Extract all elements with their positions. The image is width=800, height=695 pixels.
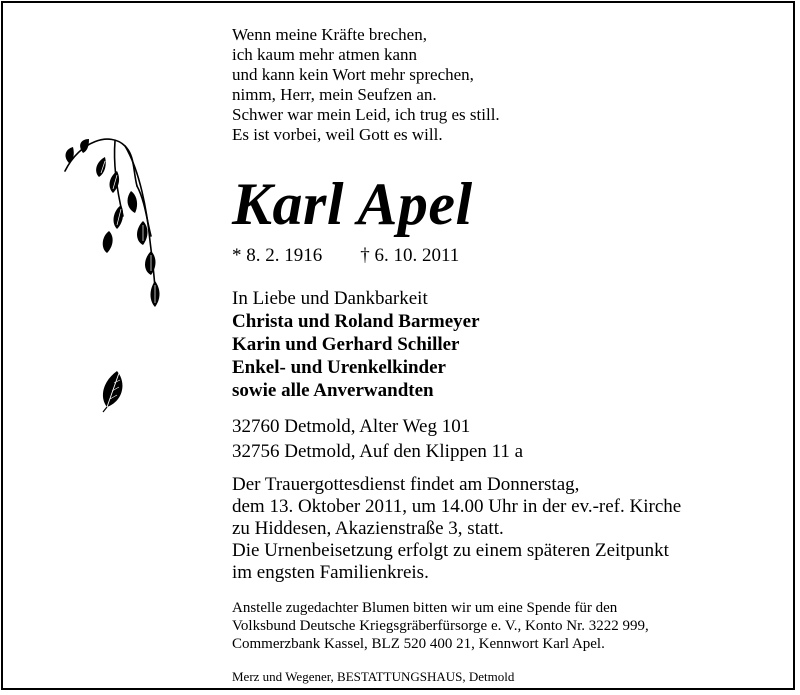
donation-line: Volksbund Deutsche Kriegsgräberfürsorge e. V., Konto Nr. 3222 999, bbox=[232, 618, 649, 634]
poem-line: Schwer war mein Leid, ich trug es still. bbox=[232, 105, 500, 124]
birch-branch-icon bbox=[55, 131, 175, 321]
undertaker-line: Merz und Wegener, BESTATTUNGSHAUS, Detmold bbox=[232, 669, 515, 684]
service-line: zu Hiddesen, Akazienstraße 3, statt. bbox=[232, 518, 504, 539]
mourners-intro: In Liebe und Dankbarkeit bbox=[232, 288, 428, 309]
service-info bbox=[232, 474, 792, 584]
mourner-name: Christa und Roland Barmeyer bbox=[232, 311, 480, 332]
poem-line: ich kaum mehr atmen kann bbox=[232, 45, 418, 64]
poem-line: Es ist vorbei, weil Gott es will. bbox=[232, 125, 443, 144]
donation-line: Anstelle zugedachter Blumen bitten wir um eine Spende für den bbox=[232, 600, 618, 616]
addresses bbox=[232, 414, 792, 464]
service-line: im engsten Familienkreis. bbox=[232, 562, 429, 583]
service-line: Die Urnenbeisetzung erfolgt zu einem späteren Zeitpunkt bbox=[232, 540, 669, 561]
notice-text bbox=[232, 25, 792, 685]
donation-request bbox=[232, 599, 792, 653]
donation-line: Commerzbank Kassel, BLZ 520 400 21, Kennwort Karl Apel. bbox=[232, 636, 605, 652]
life-dates bbox=[232, 245, 792, 267]
mourner-name: Karin und Gerhard Schiller bbox=[232, 334, 460, 355]
death-date: † 6. 10. 2011 bbox=[360, 245, 460, 266]
falling-leaf-icon bbox=[97, 363, 133, 413]
mourners bbox=[232, 287, 792, 402]
mourner-name: Enkel- und Urenkelkinder bbox=[232, 357, 446, 378]
deceased-name: Karl Apel bbox=[232, 171, 473, 237]
poem-line: und kann kein Wort mehr sprechen, bbox=[232, 65, 474, 84]
address-line: 32756 Detmold, Auf den Klippen 11 a bbox=[232, 441, 524, 462]
address-line: 32760 Detmold, Alter Weg 101 bbox=[232, 416, 471, 437]
mourner-name: sowie alle Anverwandten bbox=[232, 380, 434, 401]
poem-line: nimm, Herr, mein Seufzen an. bbox=[232, 85, 437, 104]
birth-date: * 8. 2. 1916 bbox=[232, 245, 323, 266]
undertaker bbox=[232, 669, 792, 685]
service-line: Der Trauergottesdienst findet am Donnerstag, bbox=[232, 474, 580, 495]
poem-line: Wenn meine Kräfte brechen, bbox=[232, 25, 427, 44]
service-line: dem 13. Oktober 2011, um 14.00 Uhr in der ev.-ref. Kirche bbox=[232, 496, 682, 517]
poem bbox=[232, 25, 792, 145]
obituary-notice bbox=[1, 1, 795, 690]
